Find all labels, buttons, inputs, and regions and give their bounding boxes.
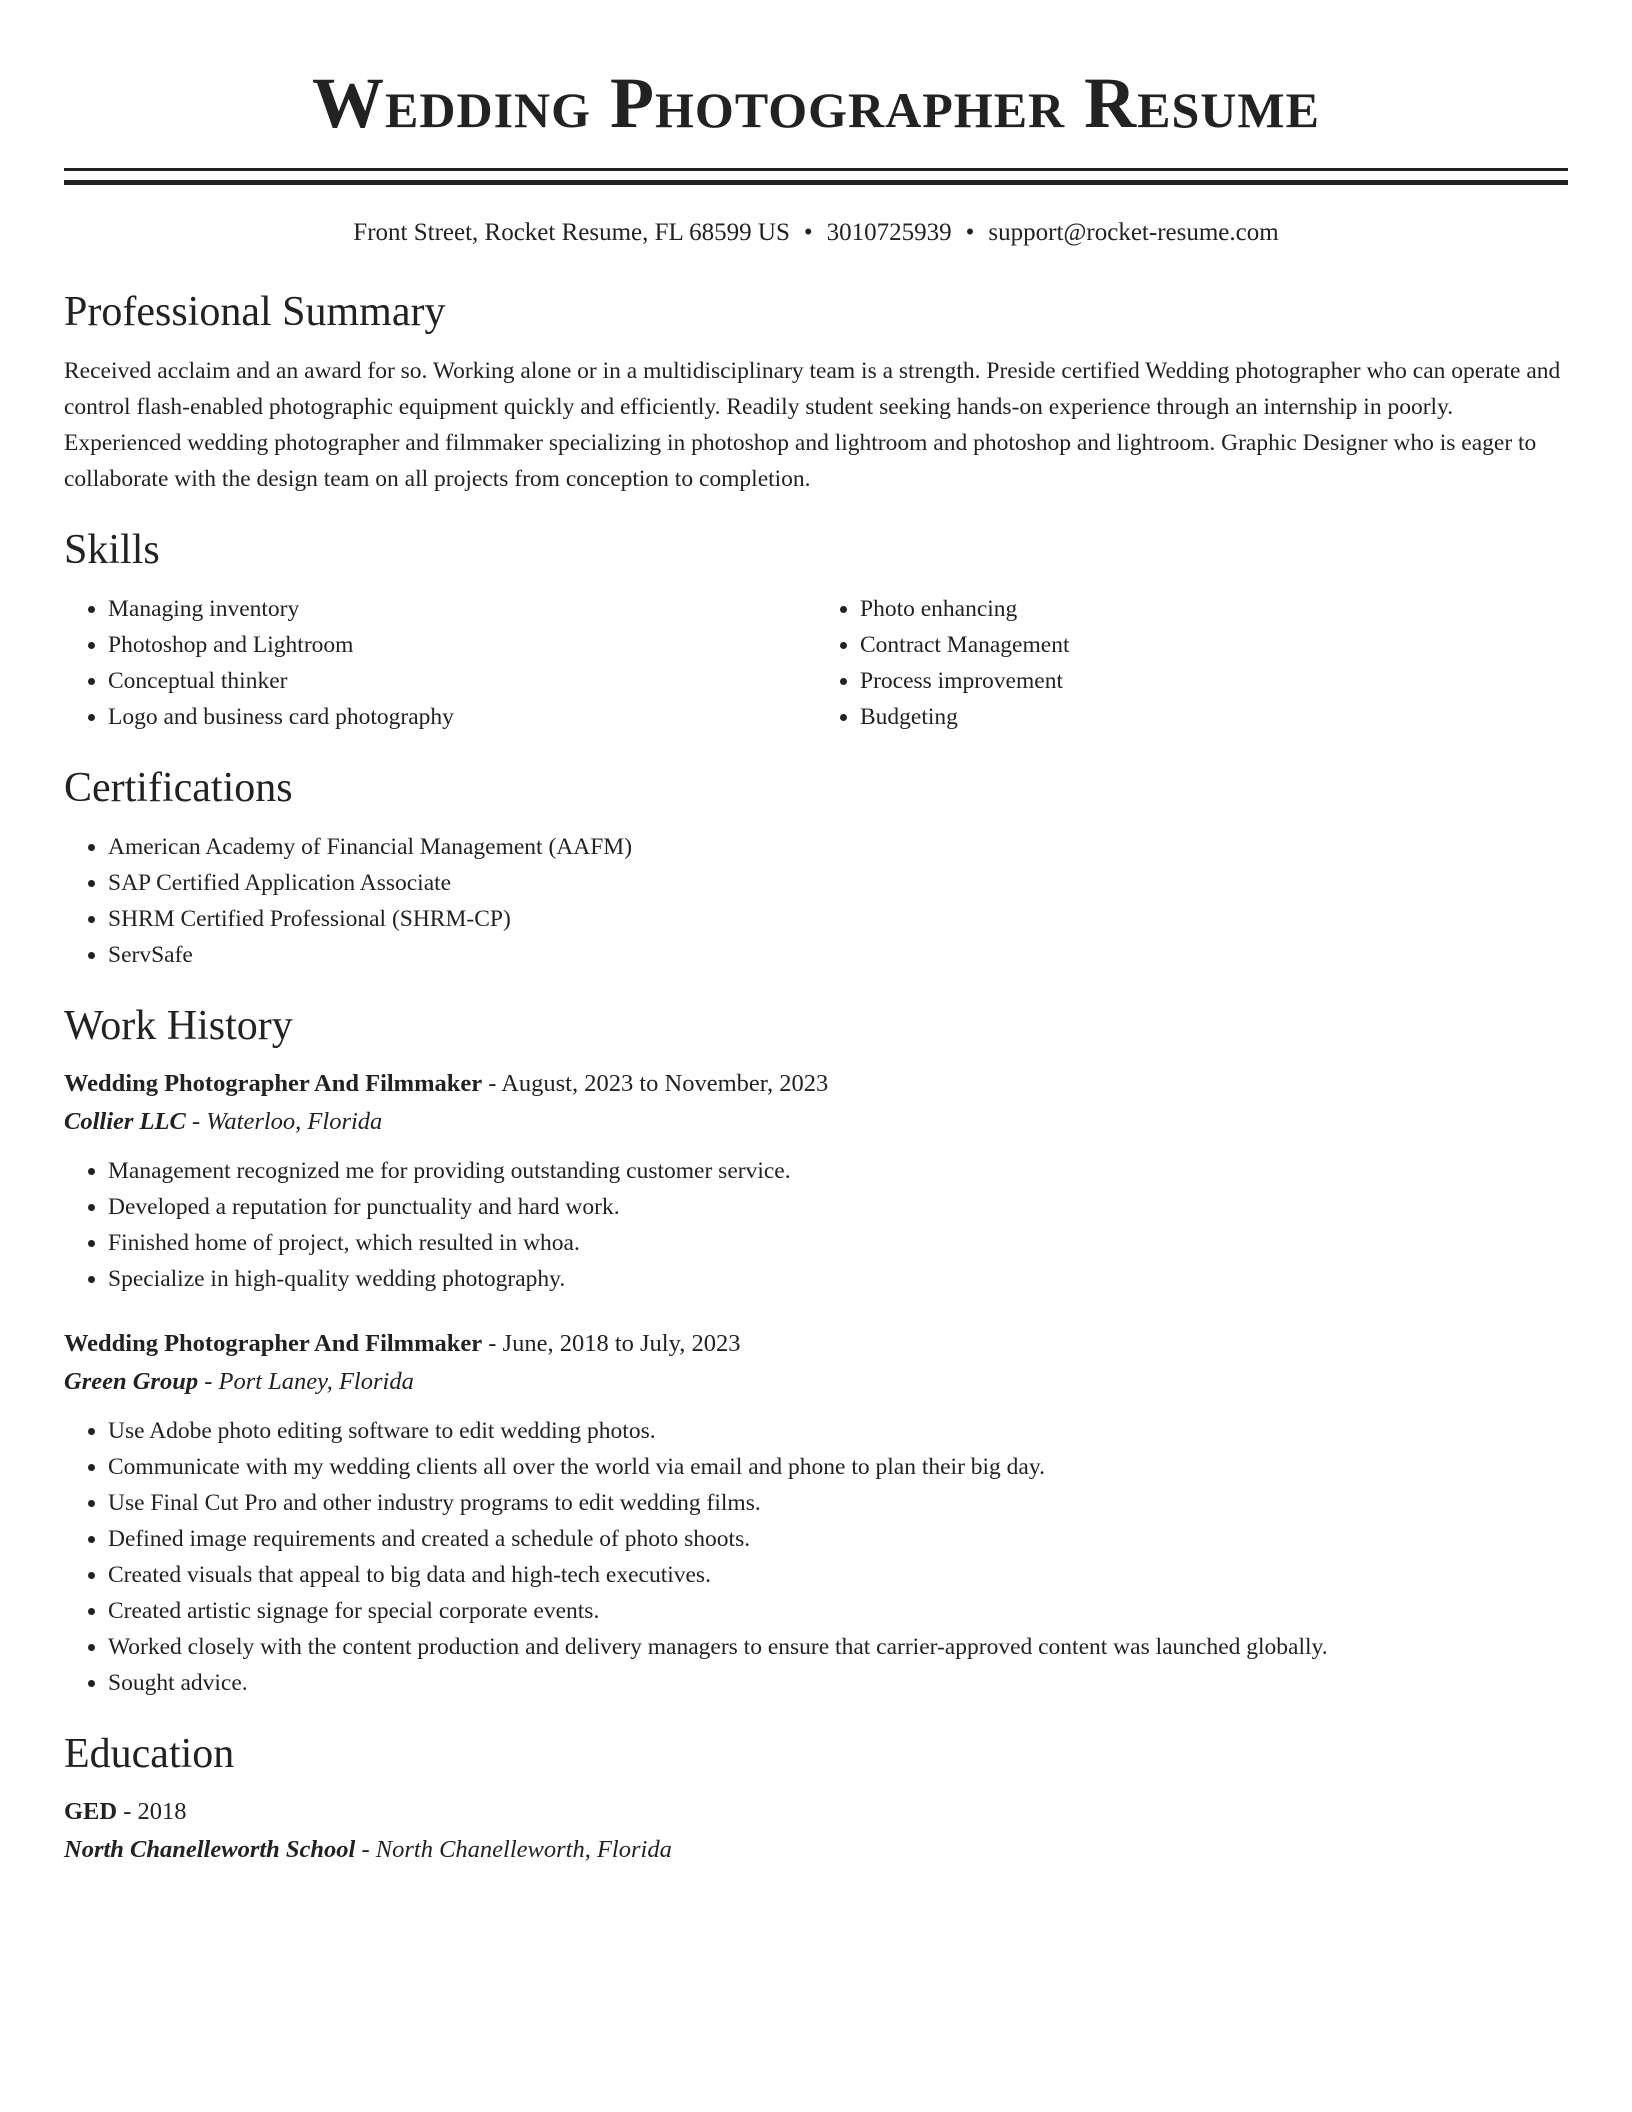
job-title-line (64, 1065, 1568, 1103)
skills-right-list (816, 591, 1568, 735)
job-entry (64, 1065, 1568, 1297)
job-title: Wedding Photographer And Filmmaker (64, 1330, 483, 1357)
education-school-line (64, 1831, 1568, 1869)
work-history-heading: Work History (64, 1003, 293, 1049)
skill-item: • Photo enhancing (860, 591, 1568, 627)
certification-item: • ServSafe (108, 937, 1568, 973)
summary-text: Received acclaim and an award for so. Working alone or in a multidisciplinary team is a strength. Preside certified Wedding photographer who can operate and control flash-enabled photographic equipment quickly and efficiently. Readily student seeking hands-on experience through an internship in poorly. Experienced wedding photographer and filmmaker specializing in photoshop and lightroom and photoshop and lightroom. Graphic Designer who is eager to collaborate with the design team on all projects from conception to completion. (64, 358, 1561, 492)
job-location: - Waterloo, Florida (185, 1108, 383, 1135)
education-location: - North Chanelleworth, Florida (355, 1836, 672, 1863)
education-heading: Education (64, 1731, 235, 1777)
contact-address: Front Street, Rocket Resume, FL 68599 US (353, 219, 790, 246)
contact-separator: • (803, 219, 813, 246)
job-bullet: • Created visuals that appeal to big data and high-tech executives. (108, 1557, 1568, 1593)
job-company-line (64, 1363, 1568, 1401)
job-dates: - June, 2018 to July, 2023 (482, 1330, 741, 1357)
skill-item: • Process improvement (860, 663, 1568, 699)
skill-item: • Logo and business card photography (108, 699, 816, 735)
certifications-heading: Certifications (64, 765, 293, 811)
education-section (64, 1727, 1568, 1869)
skills-heading: Skills (64, 527, 160, 573)
job-title-line (64, 1325, 1568, 1363)
education-degree: GED (64, 1798, 118, 1825)
certification-item: • SAP Certified Application Associate (108, 865, 1568, 901)
job-bullet: • Defined image requirements and created a schedule of photo shoots. (108, 1521, 1568, 1557)
contact-line (64, 215, 1568, 251)
job-bullet: • Specialize in high-quality wedding photography. (108, 1261, 1568, 1297)
education-degree-line (64, 1793, 1568, 1831)
summary-heading: Professional Summary (64, 289, 446, 335)
job-company-line (64, 1103, 1568, 1141)
contact-separator: • (965, 219, 975, 246)
contact-email: support@rocket-resume.com (988, 219, 1279, 246)
job-bullet: • Management recognized me for providing outstanding customer service. (108, 1153, 1568, 1189)
job-location: - Port Laney, Florida (198, 1368, 414, 1395)
skill-item: • Photoshop and Lightroom (108, 627, 816, 663)
certification-item: • American Academy of Financial Management (AAFM) (108, 829, 1568, 865)
education-year: - 2018 (117, 1798, 187, 1825)
certifications-list (64, 829, 1568, 973)
education-school: North Chanelleworth School (64, 1836, 356, 1863)
job-bullet: • Worked closely with the content production and delivery managers to ensure that carrier-approved content was launched globally. (108, 1629, 1568, 1665)
job-entry (64, 1325, 1568, 1701)
job-bullet: • Finished home of project, which resulted in whoa. (108, 1225, 1568, 1261)
skill-item: • Managing inventory (108, 591, 816, 627)
job-bullet: • Sought advice. (108, 1665, 1568, 1701)
job-bullet: • Use Final Cut Pro and other industry programs to edit wedding films. (108, 1485, 1568, 1521)
skills-columns (64, 591, 1568, 735)
title-double-rule (64, 168, 1568, 185)
work-history-section (64, 999, 1568, 1701)
skill-item: • Contract Management (860, 627, 1568, 663)
certification-item: • SHRM Certified Professional (SHRM-CP) (108, 901, 1568, 937)
certifications-section (64, 761, 1568, 973)
job-bullets (64, 1153, 1568, 1297)
job-bullet: • Developed a reputation for punctuality and hard work. (108, 1189, 1568, 1225)
skills-section (64, 523, 1568, 735)
job-title: Wedding Photographer And Filmmaker (64, 1070, 483, 1097)
job-company: Green Group (64, 1368, 199, 1395)
job-bullet: • Communicate with my wedding clients all over the world via email and phone to plan their big day. (108, 1449, 1568, 1485)
summary-section (64, 285, 1568, 497)
job-bullet: • Created artistic signage for special corporate events. (108, 1593, 1568, 1629)
skill-item: • Budgeting (860, 699, 1568, 735)
job-dates: - August, 2023 to November, 2023 (482, 1070, 829, 1097)
job-bullets (64, 1413, 1568, 1701)
contact-phone: 3010725939 (826, 219, 952, 246)
job-company: Collier LLC (64, 1108, 186, 1135)
skills-left-list (64, 591, 816, 735)
skill-item: • Conceptual thinker (108, 663, 816, 699)
resume-title: Wedding Photographer Resume (312, 63, 1320, 143)
job-bullet: • Use Adobe photo editing software to edit wedding photos. (108, 1413, 1568, 1449)
